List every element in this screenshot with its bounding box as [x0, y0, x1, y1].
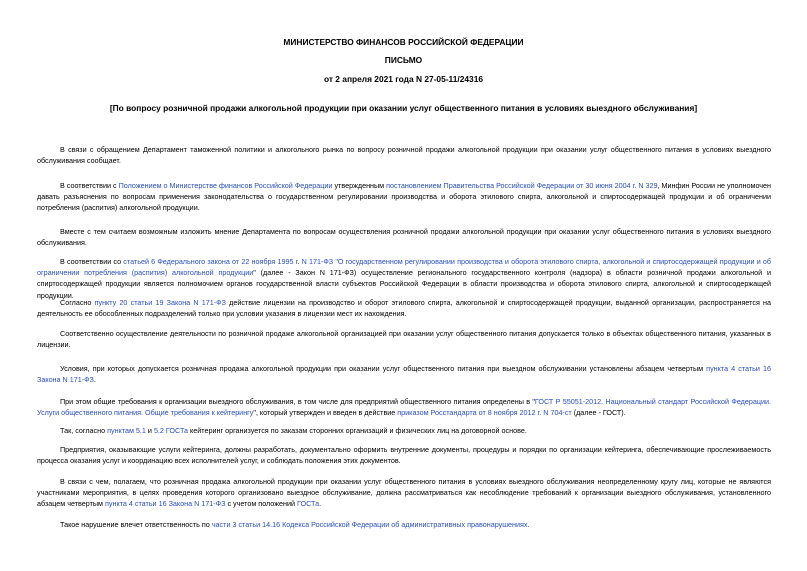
- paragraph-text: с учетом положений: [225, 499, 298, 509]
- reference-link[interactable]: Положением о Министерстве финансов Российской Федерации: [118, 181, 333, 190]
- paragraph: [37, 476, 771, 510]
- paragraph-text: В соответствии с: [60, 181, 119, 190]
- paragraph-text: Условия, при которых допускается розничная продажа алкогольной продукции при оказании услуг общественного питания при выездном обслуживании установлены абзацем четвертым: [60, 364, 707, 373]
- paragraph-text: Предприятия, оказывающие услуги кейтеринга, должны разработать, документально оформить внутренние документы, процедуры и порядки по организации кейтеринга, обеспечивающие прослеживаемость процесса оказания услуг и координацию всех исполнителей услуг, и соблюдать положения этих документов.: [37, 445, 771, 466]
- paragraph-text: В связи с чем, полагаем, что розничная продажа алкогольной продукции при оказании услуг общественного питания в условиях выездного обслуживания неопределенному кругу лиц, которые не являются участниками мероприятия, в целях проведения которого организовано выездное обслуживание, должна рассматриваться как несоблюдение требований к организации выездного обслуживания, установленного абзацем четвертым: [37, 477, 771, 509]
- doc-type-heading: ПИСЬМО: [384, 55, 423, 65]
- paragraph-text: " (далее - Закон N 171-ФЗ) осуществление регионального государственного контроля (надзора) в области розничной продажи алкогольной и спиртосодержащей продукции является полномочием органов государственной власти субъектов Российской Федерации в области производства и оборота этилового спирта, алкогольной и спиртосодержащей продукции.: [37, 268, 771, 300]
- paragraph: [37, 425, 771, 436]
- paragraph: [37, 144, 771, 166]
- paragraph: [37, 226, 771, 248]
- paragraph-text: утвержденным: [332, 181, 387, 190]
- reference-link[interactable]: постановлением Правительства Российской Федерации от 30 июня 2004 г. N 329: [386, 181, 658, 190]
- paragraph-text: Так, согласно: [60, 426, 108, 435]
- doc-subject: [По вопросу розничной продажи алкогольной продукции при оказании услуг общественного питания в условиях выездного обслуживания]: [109, 103, 698, 113]
- reference-link[interactable]: пункта 4 статьи 16 Закона N 171-ФЗ: [37, 364, 771, 385]
- paragraph: [37, 180, 771, 214]
- paragraph-text: .: [527, 520, 530, 529]
- reference-link[interactable]: ГОСТ Р 55051-2012. Национальный стандарт Российской Федерации. Услуги общественного питания. Общие требования к кейтерингу: [37, 397, 771, 418]
- paragraph: [37, 256, 771, 301]
- paragraph-text: Такое нарушение влечет ответственность по: [60, 520, 212, 529]
- paragraph-text: Соответственно осуществление деятельности по розничной продаже алкогольной организацией при оказании услуг общественного питания допускается только в объектах общественного питания, указанных в лицензии.: [37, 329, 771, 350]
- reference-link[interactable]: статьей 6 Федерального закона от 22 ноября 1995 г. N 171-ФЗ "О государственном регулировании производства и оборота этилового спирта, алкогольной и спиртосодержащей продукции и об ограничении потребления (распития) алкогольной продукции: [37, 257, 772, 278]
- paragraph-text: кейтеринг организуется по заказам сторонних организаций и физических лиц на договорной основе.: [188, 426, 527, 435]
- paragraph-text: .: [93, 375, 96, 385]
- reference-link[interactable]: приказом Росстандарта от 8 ноября 2012 г. N 704-ст: [397, 408, 572, 418]
- doc-date-number: от 2 апреля 2021 года N 27-05-11/24316: [323, 74, 484, 84]
- paragraph-text: и: [145, 426, 154, 435]
- reference-link[interactable]: части 3 статьи 14.16 Кодекса Российской Федерации об административных правонарушениях: [211, 520, 528, 529]
- reference-link[interactable]: 5.2 ГОСТа: [153, 426, 189, 435]
- paragraph-text: , Минфин России не уполномочен давать разъяснения по вопросам применения законодательства о государственном регулировании производства и оборота этилового спирта, алкогольной и спиртосодержащей продукции и об ограничении потребления (распития) алкогольной продукции.: [37, 181, 772, 213]
- reference-link[interactable]: пункту 20 статьи 19 Закона N 171-ФЗ: [94, 298, 226, 307]
- paragraph: [37, 297, 771, 319]
- paragraph-text: Вместе с тем считаем возможным изложить мнение Департамента по вопросам осуществления розничной продажи алкогольной продукции при оказании услуг общественного питания в условиях выездного обслуживания.: [37, 227, 771, 248]
- ministry-heading: МИНИСТЕРСТВО ФИНАНСОВ РОССИЙСКОЙ ФЕДЕРАЦИИ: [283, 37, 524, 47]
- paragraph: [37, 363, 771, 385]
- paragraph-text: Согласно: [60, 298, 95, 307]
- reference-link[interactable]: пунктам 5.1: [107, 426, 146, 435]
- paragraph-text: ", который утвержден и введен в действие: [253, 408, 398, 418]
- paragraph: [37, 396, 771, 418]
- reference-link[interactable]: пункта 4 статьи 16 Закона N 171-ФЗ: [105, 499, 226, 509]
- paragraph-text: действие лицензии на производство и оборот этилового спирта, алкогольной и спиртосодержащей продукции, выданной организации, распространяется на деятельность ее обособленных подразделений только при условии указания в лицензии мест их нахождения.: [37, 298, 771, 319]
- paragraph: [37, 328, 771, 350]
- paragraph-text: При этом общие требования к организации выездного обслуживания, в том числе для предприятий общественного питания определены в ": [60, 397, 535, 406]
- paragraph-text: В соответствии со: [60, 257, 124, 266]
- paragraph: [37, 444, 771, 466]
- paragraph-text: (далее - ГОСТ).: [571, 408, 626, 418]
- reference-link[interactable]: ГОСТа: [297, 499, 320, 509]
- paragraph-text: .: [319, 499, 322, 509]
- paragraph: [37, 519, 771, 530]
- paragraph-text: В связи с обращением Департамент таможенной политики и алкогольного рынка по вопросу розничной продажи алкогольной продукции при оказании услуг общественного питания в условиях выездного обслуживания сообщает.: [37, 145, 771, 166]
